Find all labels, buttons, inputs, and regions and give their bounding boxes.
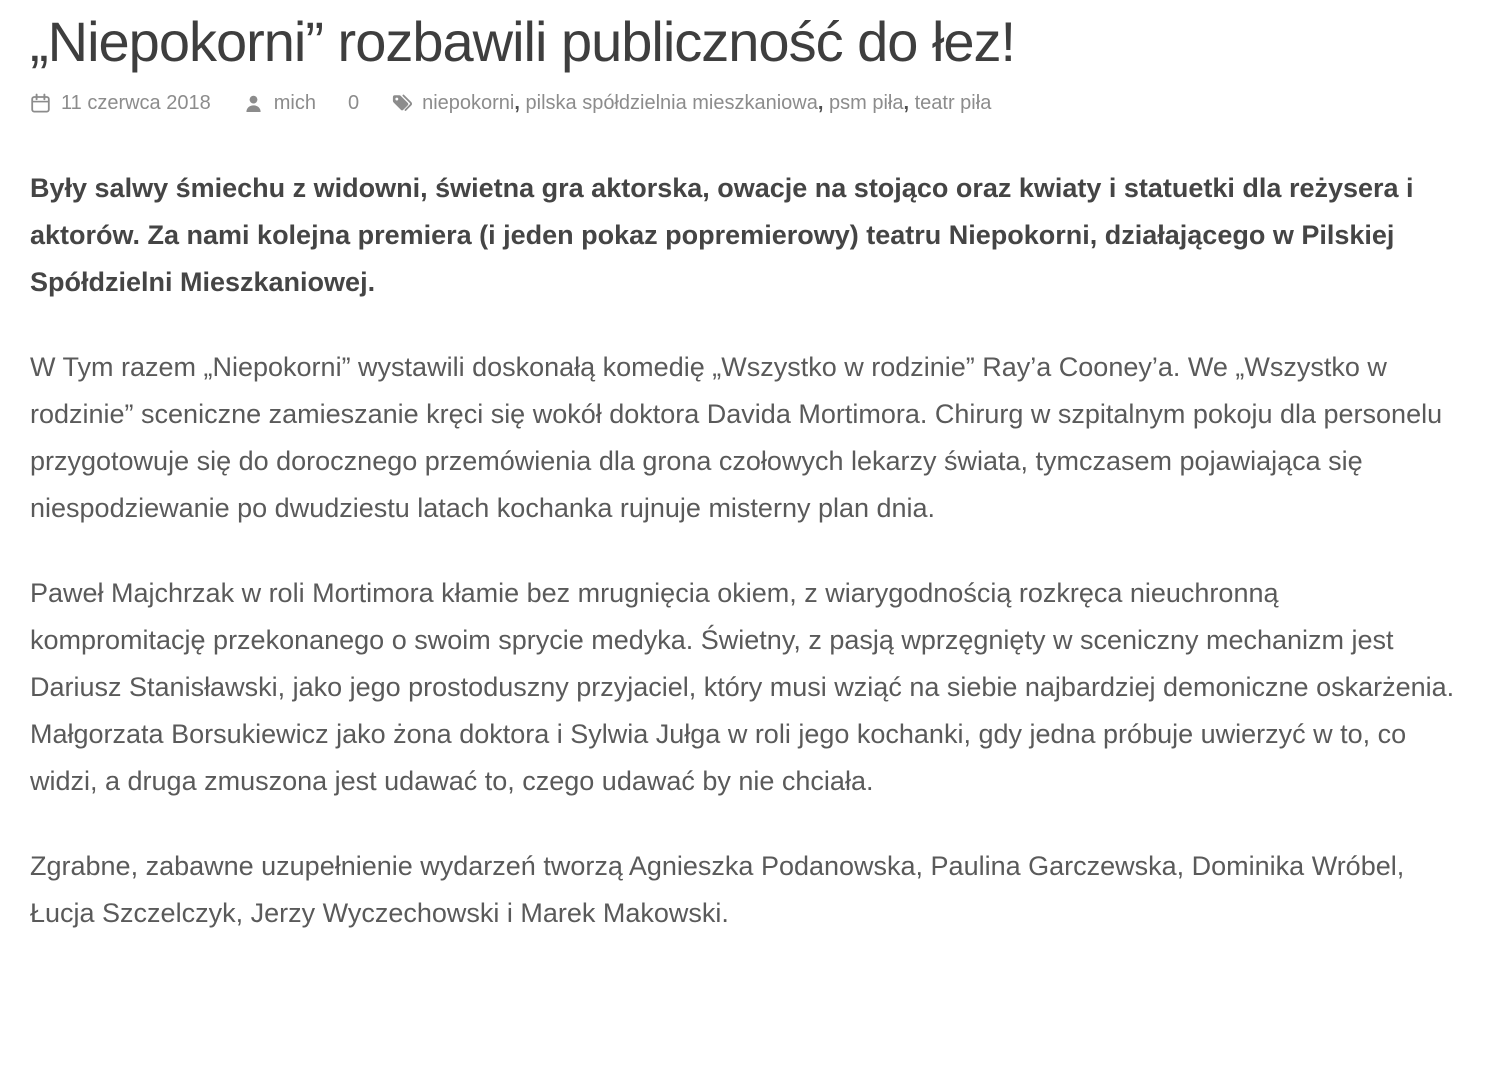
lead-paragraph: Były salwy śmiechu z widowni, świetna gra aktorska, owacje na stojąco oraz kwiaty i statuetki dla reżysera i aktorów. Za nami kolejna premiera (i jeden pokaz popremierowy) teatru Niepokorni, działającego w Pilskiej Spółdzielni Mieszkaniowej.	[30, 173, 1414, 298]
post-content	[30, 165, 1456, 937]
tag-separator: ,	[514, 92, 526, 115]
tag-link[interactable]: psm piła	[829, 92, 904, 115]
post-tags	[391, 92, 991, 115]
post-title: „Niepokorni” rozbawili publiczność do łez!	[30, 10, 1016, 73]
tag-link[interactable]: teatr piła	[914, 92, 992, 115]
tag-separator: ,	[903, 92, 915, 115]
calendar-icon	[30, 93, 51, 114]
post-tags-list	[422, 92, 991, 115]
tag-separator: ,	[817, 92, 829, 115]
user-icon	[243, 93, 264, 114]
post-meta	[30, 92, 1456, 115]
body-paragraph: Zgrabne, zabawne uzupełnienie wydarzeń tworzą Agnieszka Podanowska, Paulina Garczewska, Dominika Wróbel, Łucja Szczelczyk, Jerzy Wyczechowski i Marek Makowski.	[30, 851, 1405, 929]
body-paragraph: Paweł Majchrzak w roli Mortimora kłamie bez mrugnięcia okiem, z wiarygodnością rozkręca nieuchronną kompromitację przekonanego o swoim sprycie medyka. Świetny, z pasją wprzęgnięty w sceniczny mechanizm jest Dariusz Stanisławski, jako jego prostoduszny przyjaciel, który musi wziąć na siebie najbardziej demoniczne oskarżenia. Małgorzata Borsukiewicz jako żona doktora i Sylwia Jułga w roli jego kochanki, gdy jedna próbuje uwierzyć w to, co widzi, a druga zmuszona jest udawać to, czego udawać by nie chciała.	[30, 578, 1455, 797]
tag-icon	[391, 93, 412, 114]
post-date	[30, 92, 211, 115]
comments-count-link[interactable]: 0	[347, 92, 360, 115]
post-date-link[interactable]: 11 czerwca 2018	[61, 92, 211, 115]
post-author	[243, 92, 316, 115]
tag-link[interactable]: niepokorni	[422, 92, 515, 115]
post-author-link[interactable]: mich	[273, 92, 316, 115]
body-paragraph: W Tym razem „Niepokorni” wystawili doskonałą komedię „Wszystko w rodzinie” Ray’a Cooney’a. We „Wszystko w rodzinie” sceniczne zamieszanie kręci się wokół doktora Davida Mortimora. Chirurg w szpitalnym pokoju dla personelu przygotowuje się do dorocznego przemówienia dla grona czołowych lekarzy świata, tymczasem pojawiająca się niespodziewanie po dwudziestu latach kochanka rujnuje misterny plan dnia.	[30, 352, 1443, 524]
post-comments	[348, 92, 359, 115]
tag-link[interactable]: pilska spółdzielnia mieszkaniowa	[525, 92, 818, 115]
